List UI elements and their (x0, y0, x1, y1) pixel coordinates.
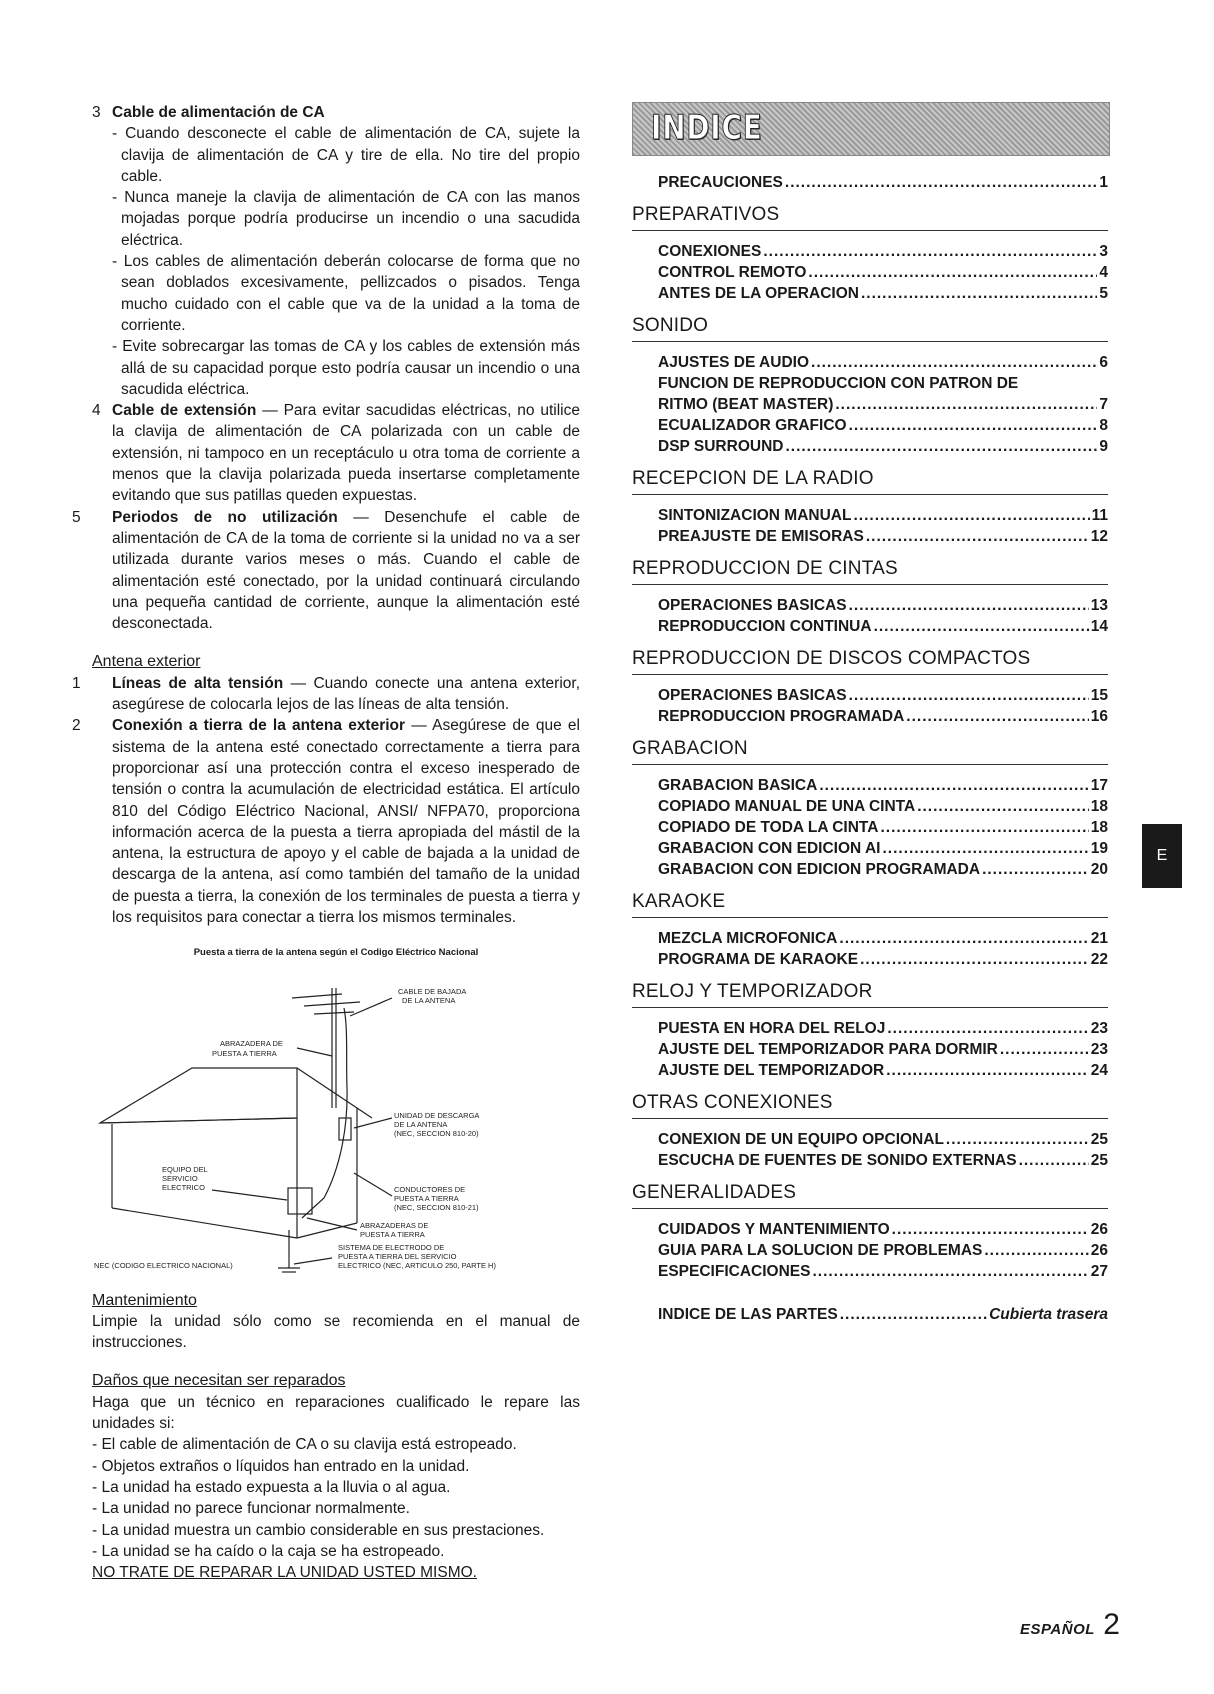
bullet: - La unidad se ha caído o la caja se ha estropeado. (92, 1542, 445, 1560)
label-cable: DE LA ANTENA (402, 995, 456, 1005)
toc-section-title: REPRODUCCION DE DISCOS COMPACTOS (632, 647, 1108, 675)
toc-label: REPRODUCCION CONTINUA (658, 618, 872, 635)
toc-page: 3 (1099, 243, 1108, 260)
toc-label: PRECAUCIONES (658, 174, 783, 191)
toc-entry (658, 505, 1108, 526)
toc-entry (658, 685, 1108, 706)
toc-page: 11 (1091, 507, 1108, 524)
toc-page: 16 (1090, 708, 1108, 725)
toc-page: 12 (1090, 528, 1108, 545)
toc-label: CONEXION DE UN EQUIPO OPCIONAL (658, 1131, 944, 1148)
toc-entry (658, 859, 1108, 880)
toc-page: 6 (1099, 354, 1108, 371)
toc-entry (658, 172, 1108, 193)
toc-section-title: RELOJ Y TEMPORIZADOR (632, 980, 1108, 1008)
toc-section (632, 980, 1108, 1081)
bullet: - La unidad no parece funcionar normalmente. (92, 1500, 410, 1518)
toc-label: CUIDADOS Y MANTENIMIENTO (658, 1221, 890, 1238)
toc-label: AJUSTE DEL TEMPORIZADOR PARA DORMIR (658, 1041, 998, 1058)
toc-section (632, 467, 1108, 547)
repair-warning: NO TRATE DE REPARAR LA UNIDAD USTED MISMO. (92, 1564, 477, 1582)
item-power-cable (92, 102, 580, 123)
label-discharge-unit: (NEC, SECCION 810-20) (394, 1128, 479, 1138)
toc-label: COPIADO MANUAL DE UNA CINTA (658, 798, 916, 815)
toc-label: GUIA PARA LA SOLUCION DE PROBLEMAS (658, 1242, 983, 1259)
toc-entry (658, 775, 1108, 796)
item-text: — Asegúrese de que el sistema de la antena esté conectado correctamente a tierra para proporcionar así una protección contra el exceso inesperado de tensión o contra la acumulación de electricidad estática. El artículo 810 del Código Eléctrico Nacional, ANSI/ NFPA70, proporciona información acerca de la puesta a tierra apropiada del mástil de la antena, la estructura de apoyo y el cable de bajada a la unidad de descarga de la antena, así como también del tamaño de la unidad de puesta a tierra, la conexión de los terminales de puesta a tierra y los requisitos para conectar a tierra los mismos terminales. (112, 717, 580, 926)
item-text: — Cuando conecte una antena exterior, asegúrese de colocarla lejos de las líneas de alta tensión. (112, 674, 581, 714)
item-number: 5 (72, 508, 81, 526)
bullet: - Evite sobrecargar las tomas de CA y los cables de extensión más allá de su capacidad porque esto podría causar un incendio o una sacudida eléctrica. (112, 338, 580, 398)
repair-heading: Daños que necesitan ser reparados (92, 1372, 346, 1390)
toc-entry (658, 1150, 1108, 1171)
bullet: - Cuando desconecte el cable de alimentación de CA, sujete la clavija de alimentación de CA y tire de ella. No tire del propio cable. (112, 125, 580, 185)
toc-section (632, 1181, 1108, 1282)
label-service-equipment: ELECTRICO (162, 1182, 205, 1192)
toc-page: 19 (1090, 840, 1108, 857)
toc-entry (658, 838, 1108, 859)
toc-label: OPERACIONES BASICAS (658, 597, 847, 614)
toc-page: 20 (1090, 861, 1108, 878)
item-title: Cable de alimentación de CA (112, 104, 325, 121)
antenna-grounding-diagram (92, 968, 580, 1288)
item-title: Conexión a tierra de la antena exterior (112, 717, 406, 735)
item-title: Líneas de alta tensión (112, 674, 284, 692)
toc-label: GRABACION CON EDICION AI (658, 840, 881, 857)
item-high-voltage (72, 673, 581, 716)
toc-section-title: SONIDO (632, 314, 1108, 342)
toc-page: 26 (1090, 1221, 1108, 1238)
item-number: 1 (72, 674, 81, 692)
toc-page: 15 (1090, 687, 1108, 704)
toc-entry (658, 817, 1108, 838)
toc-entry (658, 1129, 1108, 1150)
toc-label: PUESTA EN HORA DEL RELOJ (658, 1020, 886, 1037)
label-conductors: PUESTA A TIERRA (394, 1193, 459, 1203)
maintenance-text: Limpie la unidad sólo como se recomienda en el manual de instrucciones. (92, 1312, 580, 1352)
toc-label: COPIADO DE TODA LA CINTA (658, 819, 879, 836)
toc-page: 26 (1090, 1242, 1108, 1259)
page-footer (1020, 1608, 1120, 1642)
toc-label: CONTROL REMOTO (658, 264, 807, 281)
item-extension-cable (92, 400, 580, 506)
toc-label: AJUSTES DE AUDIO (658, 354, 810, 371)
toc-section (632, 203, 1108, 304)
toc-sections (632, 203, 1108, 1282)
label-discharge-unit: UNIDAD DE DESCARGA (394, 1110, 480, 1120)
label-electrode-system: ELECTRICO (NEC, ARTICULO 250, PARTE H) (338, 1260, 496, 1270)
item-text: — Para evitar sacudidas eléctricas, no utilice la clavija de alimentación de CA polarizada con un cable de extensión, ni tampoco en un receptáculo u otra toma de corriente a menos que la clavija polarizada pueda insertarse completamente evitando que sus patillas queden expuestas. (112, 402, 580, 505)
toc-page: 25 (1090, 1152, 1108, 1169)
toc-label: PREAJUSTE DE EMISORAS (658, 528, 864, 545)
toc-entry (658, 436, 1108, 457)
toc-label: RITMO (BEAT MASTER) (658, 396, 834, 413)
toc-section-title: KARAOKE (632, 890, 1108, 918)
toc-entry (658, 928, 1108, 949)
toc-page: 27 (1090, 1263, 1108, 1280)
toc-section-title: GENERALIDADES (632, 1181, 1108, 1209)
toc-label: MEZCLA MICROFONICA (658, 930, 838, 947)
toc-entry (658, 352, 1108, 373)
label-discharge-unit: DE LA ANTENA (394, 1119, 448, 1129)
label-clamp: PUESTA A TIERRA (212, 1048, 277, 1058)
repair-intro: Haga que un técnico en reparaciones cualificado le repare las unidades si: (92, 1393, 580, 1433)
toc-page: 17 (1090, 777, 1108, 794)
toc-section-title: OTRAS CONEXIONES (632, 1091, 1108, 1119)
toc-entry-parts (658, 1304, 1108, 1325)
item-text: — Desenchufe el cable de alimentación de CA de la toma de corriente si la unidad no va a ser utilizada durante varios meses o más. Cuando el cable de alimentación esté conectado, por la unidad continuará circulando una pequeña cantidad de corriente, aunque la alimentación esté desconectada. (112, 508, 580, 633)
toc-entry (658, 394, 1108, 415)
toc-section (632, 314, 1108, 457)
toc-entry (658, 526, 1108, 547)
item-title: Cable de extensión (112, 402, 257, 420)
bullet: - La unidad muestra un cambio considerable en sus prestaciones. (92, 1521, 545, 1539)
toc-label: AJUSTE DEL TEMPORIZADOR (658, 1062, 885, 1079)
item-non-use (72, 507, 580, 635)
toc-page: 18 (1090, 819, 1108, 836)
toc-section-title: GRABACION (632, 737, 1108, 765)
item-grounding (72, 715, 580, 928)
toc-entry (658, 415, 1108, 436)
toc-label: INDICE DE LAS PARTES (658, 1306, 838, 1323)
toc-section-title: REPRODUCCION DE CINTAS (632, 557, 1108, 585)
toc-entry (658, 283, 1108, 304)
toc-label-line: FUNCION DE REPRODUCCION CON PATRON DE (658, 375, 1019, 392)
item-number: 4 (92, 402, 101, 420)
label-conductors: (NEC, SECCION 810-21) (394, 1202, 479, 1212)
toc-label: GRABACION CON EDICION PROGRAMADA (658, 861, 981, 878)
toc-entry (658, 616, 1108, 637)
label-clamps: PUESTA A TIERRA (360, 1229, 425, 1239)
item-number: 3 (92, 104, 101, 121)
toc-page: 23 (1090, 1020, 1108, 1037)
toc-entry (658, 1060, 1108, 1081)
label-nec: NEC (CODIGO ELECTRICO NACIONAL) (94, 1260, 233, 1270)
toc-page: 13 (1090, 597, 1108, 614)
toc-entry (658, 1018, 1108, 1039)
toc-page: 5 (1099, 285, 1108, 302)
toc-page: 22 (1090, 951, 1108, 968)
toc-section-title: RECEPCION DE LA RADIO (632, 467, 1108, 495)
language-tab: E (1142, 824, 1182, 888)
item-title: Periodos de no utilización (112, 508, 338, 526)
toc-page: 14 (1090, 618, 1108, 635)
toc-section-title: PREPARATIVOS (632, 203, 1108, 231)
toc-page: 21 (1090, 930, 1108, 947)
toc-label: ANTES DE LA OPERACION (658, 285, 859, 302)
antenna-heading: Antena exterior (92, 653, 201, 671)
label-conductors: CONDUCTORES DE (394, 1184, 466, 1194)
toc-label: ECUALIZADOR GRAFICO (658, 417, 847, 434)
toc-section (632, 737, 1108, 880)
label-cable: CABLE DE BAJADA (398, 986, 467, 996)
maintenance-heading: Mantenimiento (92, 1291, 197, 1309)
toc-entry (658, 706, 1108, 727)
toc-entry (658, 1240, 1108, 1261)
label-service-equipment: EQUIPO DEL (162, 1164, 208, 1174)
toc-label: REPRODUCCION PROGRAMADA (658, 708, 905, 725)
bullet: - Los cables de alimentación deberán colocarse de forma que no sean doblados excesivamente, pellizcados o pisados. Tenga mucho cuidado con el cable que va de la unidad a la toma de corriente. (112, 253, 580, 334)
toc-page: 18 (1090, 798, 1108, 815)
toc-entry (658, 595, 1108, 616)
toc-page: 23 (1090, 1041, 1108, 1058)
toc-page: 7 (1099, 396, 1108, 413)
label-clamps: ABRAZADERAS DE (360, 1220, 429, 1230)
toc-page: 25 (1090, 1131, 1108, 1148)
toc-entry (658, 241, 1108, 262)
left-column (72, 102, 581, 1583)
toc-page: 24 (1090, 1062, 1108, 1079)
toc-page: 1 (1099, 174, 1108, 191)
bullet: - El cable de alimentación de CA o su clavija está estropeado. (92, 1436, 517, 1454)
index-banner (632, 102, 1110, 156)
label-electrode-system: SISTEMA DE ELECTRODO DE (338, 1242, 445, 1252)
toc-section (632, 890, 1108, 970)
toc-label: CONEXIONES (658, 243, 762, 260)
toc-entry (658, 262, 1108, 283)
toc-page: 9 (1099, 438, 1108, 455)
toc-entry (658, 949, 1108, 970)
label-clamp: ABRAZADERA DE (220, 1038, 283, 1048)
toc-entry (658, 796, 1108, 817)
toc-section (632, 1091, 1108, 1171)
table-of-contents (632, 102, 1108, 1325)
footer-language: ESPAÑOL (1020, 1621, 1095, 1638)
index-title: INDICE (651, 108, 763, 148)
item-number: 2 (72, 717, 81, 735)
toc-label: ESPECIFICACIONES (658, 1263, 811, 1280)
bullet: - Objetos extraños o líquidos han entrado en la unidad. (92, 1457, 470, 1475)
toc-section (632, 557, 1108, 637)
toc-label: DSP SURROUND (658, 438, 784, 455)
toc-entry (658, 1039, 1108, 1060)
toc-label: SINTONIZACION MANUAL (658, 507, 852, 524)
diagram-caption: Puesta a tierra de la antena según el Codigo Eléctrico Nacional (193, 947, 479, 959)
page-number: 2 (1103, 1608, 1120, 1641)
label-service-equipment: SERVICIO (162, 1173, 198, 1183)
toc-label: OPERACIONES BASICAS (658, 687, 847, 704)
toc-entry (658, 1261, 1108, 1282)
toc-section (632, 647, 1108, 727)
label-electrode-system: PUESTA A TIERRA DEL SERVICIO (338, 1251, 457, 1261)
bullet: - La unidad ha estado expuesta a la lluvia o al agua. (92, 1478, 451, 1496)
toc-page: 8 (1099, 417, 1108, 434)
toc-label: GRABACION BASICA (658, 777, 818, 794)
toc-entry (658, 1219, 1108, 1240)
bullet: - Nunca maneje la clavija de alimentación de CA con las manos mojadas porque podría producirse un incendio o una sacudida eléctrica. (112, 189, 580, 249)
toc-label: ESCUCHA DE FUENTES DE SONIDO EXTERNAS (658, 1152, 1017, 1169)
toc-page: Cubierta trasera (989, 1306, 1108, 1323)
toc-label: PROGRAMA DE KARAOKE (658, 951, 859, 968)
toc-page: 4 (1099, 264, 1108, 281)
